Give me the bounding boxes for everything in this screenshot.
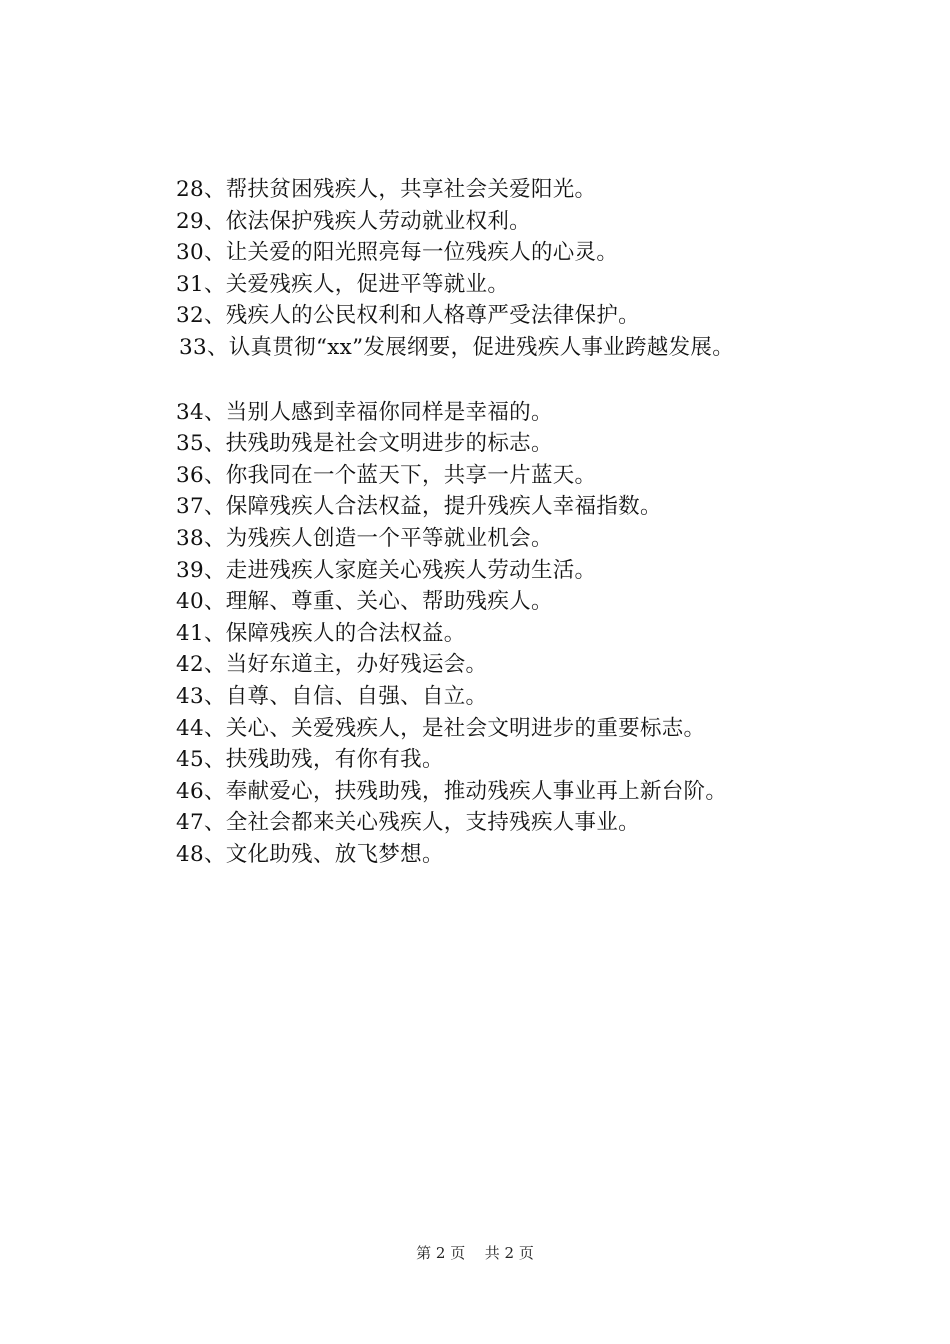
list-item: 45、扶残助残，有你有我。 (176, 747, 444, 773)
page-total: 共 2 页 (484, 1244, 534, 1262)
slogan-list (176, 174, 896, 870)
list-item: 36、你我同在一个蓝天下，共享一片蓝天。 (176, 462, 597, 488)
list-item: 47、全社会都来关心残疾人，支持残疾人事业。 (176, 810, 640, 836)
list-item: 40、理解、尊重、关心、帮助残疾人。 (176, 589, 553, 615)
list-item: 35、扶残助残是社会文明进步的标志。 (176, 431, 553, 457)
page-number: 第 2 页 (416, 1244, 466, 1262)
list-item: 31、关爱残疾人，促进平等就业。 (176, 271, 510, 297)
list-item: 34、当别人感到幸福你同样是幸福的。 (176, 399, 553, 425)
list-item: 38、为残疾人创造一个平等就业机会。 (176, 525, 553, 551)
list-item: 46、奉献爱心，扶残助残，推动残疾人事业再上新台阶。 (176, 778, 728, 804)
list-item: 37、保障残疾人合法权益，提升残疾人幸福指数。 (176, 494, 662, 520)
list-item: 33、认真贯彻“xx”发展纲要，促进残疾人事业跨越发展。 (179, 334, 734, 360)
list-item: 48、文化助残、放飞梦想。 (176, 841, 444, 867)
list-item: 29、依法保护残疾人劳动就业权利。 (176, 208, 531, 234)
list-item: 41、保障残疾人的合法权益。 (176, 620, 466, 646)
list-item: 39、走进残疾人家庭关心残疾人劳动生活。 (176, 557, 597, 583)
page-footer (0, 1243, 950, 1263)
list-item: 42、当好东道主，办好残运会。 (176, 652, 488, 678)
list-item: 30、让关爱的阳光照亮每一位残疾人的心灵。 (176, 240, 619, 266)
list-item: 44、关心、关爱残疾人，是社会文明进步的重要标志。 (176, 715, 706, 741)
list-item: 32、残疾人的公民权利和人格尊严受法律保护。 (176, 303, 640, 329)
list-item: 28、帮扶贫困残疾人，共享社会关爱阳光。 (176, 177, 597, 202)
paragraph-gap (176, 364, 896, 397)
list-item: 43、自尊、自信、自强、自立。 (176, 683, 488, 709)
